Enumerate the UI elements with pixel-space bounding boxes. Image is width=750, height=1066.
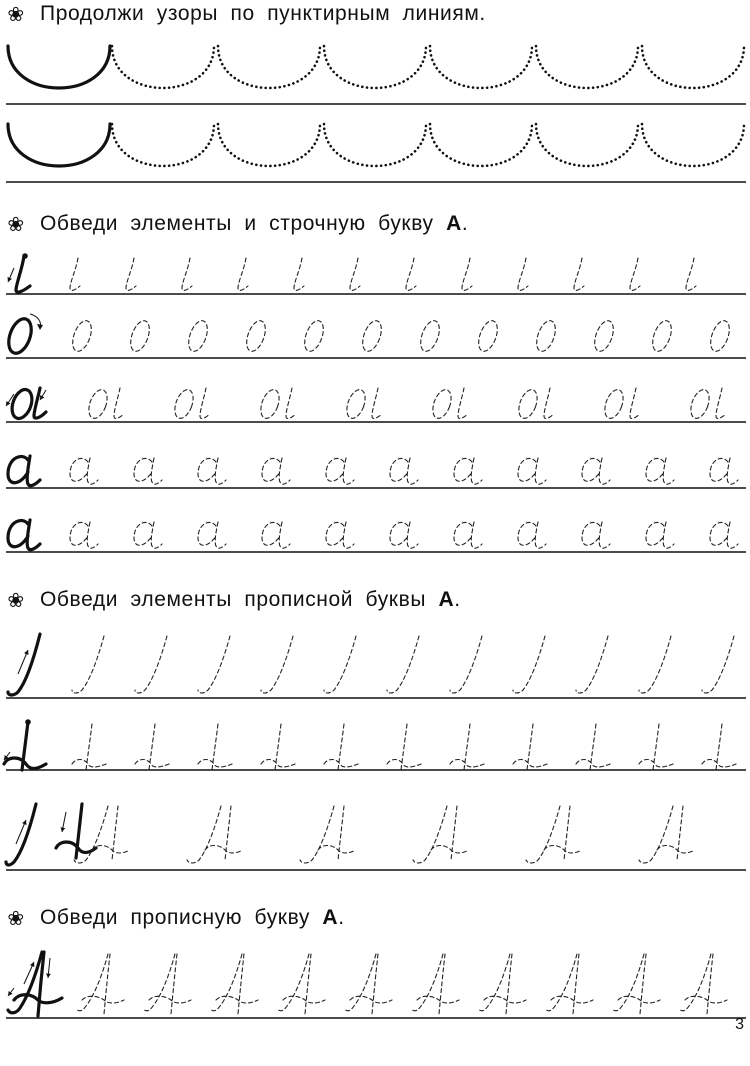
crossbar-dashed — [639, 724, 673, 770]
letter-a-dashed — [262, 458, 290, 484]
letter-a-dashed — [326, 522, 354, 548]
stroke-dashed — [286, 388, 296, 418]
oval-dashed — [171, 387, 196, 421]
letter-a-dashed — [582, 522, 610, 548]
letter-a-dashed — [582, 458, 610, 484]
oval-dashed — [359, 318, 385, 354]
oval-dashed — [515, 387, 540, 421]
stroke-dashed — [372, 388, 382, 418]
capital-a-dashed — [478, 954, 526, 1014]
lowercase-row-o-oval — [0, 308, 750, 364]
long-stroke-solid — [6, 804, 36, 865]
bold-letter: А — [446, 212, 462, 235]
arc-solid — [8, 124, 110, 166]
oval-solid — [4, 316, 35, 357]
arc-dotted — [430, 124, 532, 166]
capital-a-dashed — [143, 954, 191, 1014]
crossbar-dashed — [72, 724, 106, 770]
arc-solid — [8, 46, 110, 88]
oval-solid — [8, 387, 35, 421]
letter-a-dashed — [454, 458, 482, 484]
flower-icon: ❀ — [7, 2, 25, 26]
letter-a-dashed — [710, 458, 738, 484]
arrowhead — [8, 991, 13, 996]
letter-a-dashed — [134, 458, 162, 484]
oval-dashed — [85, 387, 110, 421]
i-stroke-dashed — [126, 258, 136, 290]
letter-a-dashed — [454, 522, 482, 548]
arc-dotted — [536, 46, 638, 88]
oval-dashed — [707, 318, 733, 354]
instruction-patterns — [4, 2, 486, 26]
oval-dashed — [475, 318, 501, 354]
letter-a-dashed — [518, 458, 546, 484]
i-stroke-dashed — [406, 258, 416, 290]
oval-dashed — [687, 387, 712, 421]
instruction-text: Обведи прописную букву — [40, 906, 323, 929]
stroke-dashed — [716, 388, 726, 418]
crossbar-dashed — [450, 724, 484, 770]
capital-a-dashed — [277, 954, 325, 1014]
letter-a-solid — [8, 520, 40, 550]
long-stroke-dashed — [387, 636, 419, 693]
crossbar-dashed — [513, 724, 547, 770]
combined-dashed — [300, 806, 356, 863]
letter-a-dashed — [518, 522, 546, 548]
i-stroke-dashed — [462, 258, 472, 290]
arc-dotted — [324, 46, 426, 88]
uppercase-row-crossbar — [0, 714, 750, 790]
crossbar-dashed — [387, 724, 421, 770]
long-stroke-dashed — [198, 636, 230, 693]
long-stroke-dashed — [72, 636, 104, 693]
uppercase-row-letter-a — [0, 944, 750, 1024]
letter-a-dashed — [70, 522, 98, 548]
combined-dashed — [639, 806, 695, 863]
oval-dashed — [343, 387, 368, 421]
i-stroke-dashed — [182, 258, 192, 290]
letter-a-dashed — [70, 458, 98, 484]
letter-a-dashed — [646, 458, 674, 484]
flower-icon: ❀ — [7, 906, 25, 930]
instruction-lowercase: ❀ Обведи элементы и строчную букву А. — [4, 212, 468, 236]
arrowhead — [61, 827, 66, 832]
start-dot — [25, 719, 31, 725]
long-stroke-dashed — [639, 636, 671, 693]
long-stroke-dashed — [576, 636, 608, 693]
instruction-text: Обведи элементы и строчную букву — [40, 212, 447, 235]
oval-dashed — [417, 318, 443, 354]
i-stroke-dashed — [350, 258, 360, 290]
long-stroke-solid — [8, 634, 40, 695]
page-number: 3 — [735, 1016, 744, 1033]
i-stroke-dashed — [686, 258, 696, 290]
arc-dotted — [642, 46, 744, 88]
combined-dashed — [413, 806, 469, 863]
crossbar-dashed — [135, 724, 169, 770]
capital-a-dashed — [210, 954, 258, 1014]
uppercase-row-long-stroke — [0, 628, 750, 704]
long-stroke-dashed — [135, 636, 167, 693]
i-stroke-dashed — [294, 258, 304, 290]
crossbar-dashed — [324, 724, 358, 770]
lowercase-row-i-stroke — [0, 248, 750, 300]
oval-dashed — [533, 318, 559, 354]
long-stroke-dashed — [450, 636, 482, 693]
i-stroke-solid — [16, 256, 30, 292]
arc-dotted — [218, 46, 320, 88]
crossbar-solid — [4, 722, 46, 770]
crossbar-dashed — [702, 724, 736, 770]
uppercase-row-combined — [0, 796, 750, 872]
arc-dotted — [324, 124, 426, 166]
stroke-dashed — [200, 388, 210, 418]
letter-a-dashed — [390, 458, 418, 484]
letter-a-dashed — [646, 522, 674, 548]
letter-a-dashed — [134, 522, 162, 548]
arc-pattern-row-2 — [0, 118, 750, 188]
long-stroke-dashed — [261, 636, 293, 693]
arc-dotted — [112, 124, 214, 166]
capital-a-dashed — [411, 954, 459, 1014]
capital-a-dashed — [76, 954, 124, 1014]
arc-dotted — [218, 124, 320, 166]
stroke-dashed — [630, 388, 640, 418]
capital-a-dashed — [679, 954, 727, 1014]
long-stroke-dashed — [702, 636, 734, 693]
arc-dotted — [642, 124, 744, 166]
arrowhead — [6, 401, 10, 406]
capital-a-dashed — [344, 954, 392, 1014]
oval-dashed — [127, 318, 153, 354]
letter-a-dashed — [326, 458, 354, 484]
bold-letter: А — [438, 588, 455, 611]
flower-icon: ❀ — [7, 588, 25, 612]
stroke-dashed — [114, 388, 124, 418]
lowercase-row-letter-a-2 — [0, 506, 750, 558]
letter-a-dashed — [198, 458, 226, 484]
bold-letter: А — [322, 906, 339, 929]
lowercase-row-oval-stroke — [0, 376, 750, 428]
letter-a-dashed — [262, 522, 290, 548]
crossbar-dashed — [198, 724, 232, 770]
i-stroke-dashed — [238, 258, 248, 290]
letter-a-solid — [8, 456, 40, 486]
i-stroke-dashed — [574, 258, 584, 290]
arc-dotted — [536, 124, 638, 166]
oval-dashed — [591, 318, 617, 354]
oval-dashed — [185, 318, 211, 354]
oval-dashed — [243, 318, 269, 354]
arc-dotted — [430, 46, 532, 88]
crossbar-dashed — [261, 724, 295, 770]
capital-a-dashed — [612, 954, 660, 1014]
arrowhead — [37, 324, 43, 330]
instruction-text: Обведи элементы прописной буквы — [40, 588, 439, 611]
oval-dashed — [601, 387, 626, 421]
flower-icon: ❀ — [7, 212, 25, 236]
oval-dashed — [649, 318, 675, 354]
letter-a-dashed — [198, 522, 226, 548]
i-stroke-dashed — [630, 258, 640, 290]
i-stroke-dashed — [70, 258, 80, 290]
combined-dashed — [526, 806, 582, 863]
letter-a-dashed — [390, 522, 418, 548]
oval-dashed — [301, 318, 327, 354]
oval-dashed — [257, 387, 282, 421]
start-dot — [22, 253, 28, 259]
instruction-uppercase-elements: ❀ Обведи элементы прописной буквы А. — [4, 588, 461, 612]
letter-a-dashed — [710, 522, 738, 548]
instruction-uppercase: ❀ Обведи прописную букву А. — [4, 906, 345, 930]
crossbar-dashed — [576, 724, 610, 770]
arc-dotted — [112, 46, 214, 88]
capital-a-dashed — [545, 954, 593, 1014]
oval-dashed — [69, 318, 95, 354]
arc-pattern-row-1 — [0, 40, 750, 110]
arrowhead — [46, 973, 51, 978]
oval-dashed — [429, 387, 454, 421]
lowercase-row-letter-a-1 — [0, 442, 750, 494]
instruction-text: Продолжи узоры по пунктирным линиям. — [40, 2, 486, 25]
i-stroke-dashed — [518, 258, 528, 290]
capital-a-solid — [8, 952, 62, 1016]
stroke-dashed — [458, 388, 468, 418]
long-stroke-dashed — [324, 636, 356, 693]
stroke-dashed — [544, 388, 554, 418]
combined-dashed — [187, 806, 243, 863]
long-stroke-dashed — [513, 636, 545, 693]
